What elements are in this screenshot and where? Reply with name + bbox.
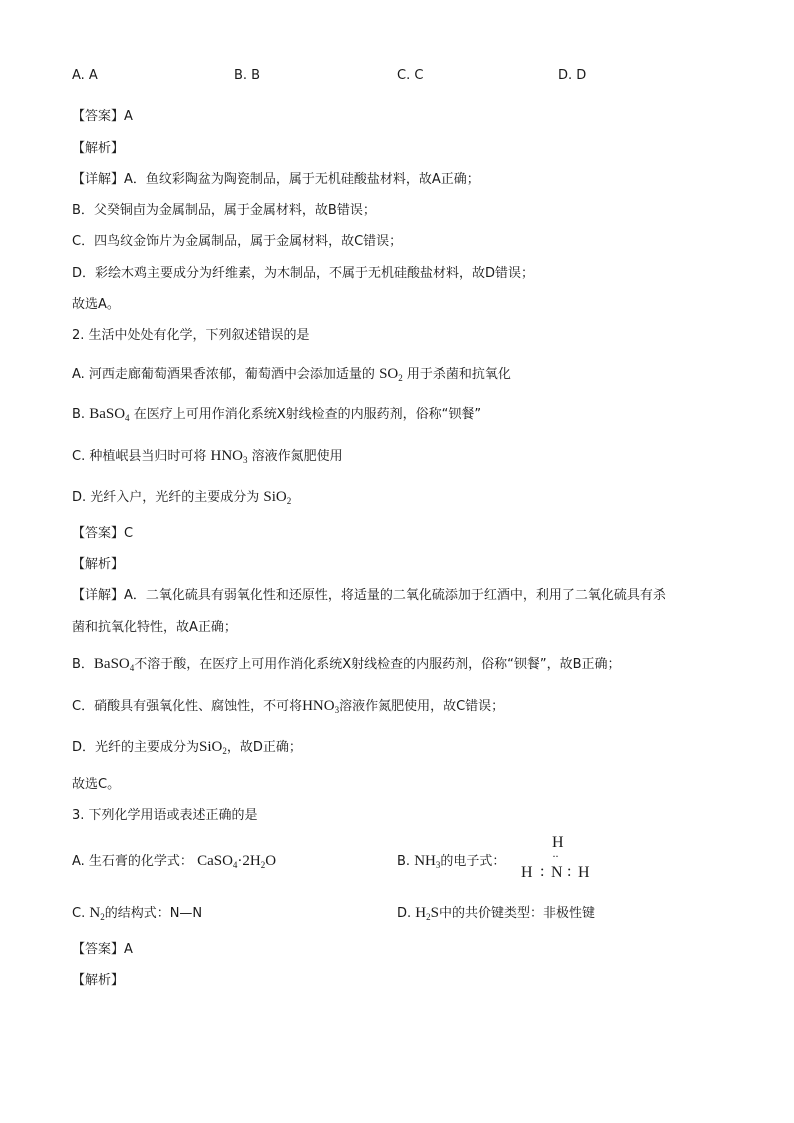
q3-option-a <box>72 852 276 871</box>
q2-option-b-text: 在医疗上可用作消化系统X射线检查的内服药剂，俗称“钡餐” <box>133 407 482 422</box>
q1-option-b: B. B <box>234 68 261 83</box>
q2-conclusion: 故选C。 <box>72 777 121 792</box>
q2-option-c-text: C. 种植岷县当归时可将 <box>72 449 207 464</box>
lewis-bond-right: : <box>567 863 572 880</box>
formula-sio2: SiO$_2$ <box>199 739 227 756</box>
nh3-lewis-structure <box>521 836 595 888</box>
q3-option-b <box>397 852 505 871</box>
q1-option-c: C. C <box>397 68 424 83</box>
q2-analysis-tag: 【解析】 <box>72 557 125 572</box>
q2-option-a <box>72 365 511 384</box>
q1-answer: 【答案】A <box>72 109 133 124</box>
q2-option-d <box>72 488 291 507</box>
q1-detail-a: 【详解】A．鱼纹彩陶盆为陶瓷制品，属于无机硅酸盐材料，故A正确； <box>72 172 480 187</box>
q2-detail-b-label: B． <box>72 657 94 672</box>
formula-baso4: BaSO$_4$ <box>93 656 135 673</box>
q1-option-a: A. A <box>72 68 98 83</box>
formula-hno3: $HNO_3$ <box>210 448 248 465</box>
q1-detail-b: B．父癸铜卣为金属制品，属于金属材料，故B错误； <box>72 203 376 218</box>
formula-sio2: SiO$_2$ <box>263 489 292 506</box>
q2-option-d-text: D. 光纤入户，光纤的主要成分为 <box>72 490 260 505</box>
formula-gypsum: $CaSO_4\cdot 2H_2O$ <box>197 853 277 870</box>
q3-option-d-text: 中的共价键类型：非极性键 <box>438 906 595 921</box>
q3-option-c <box>72 904 202 923</box>
lewis-bond-left: : <box>540 863 545 880</box>
q3-analysis-tag: 【解析】 <box>72 973 125 988</box>
lewis-n-center: N <box>551 864 563 881</box>
q2-option-a-tail: 用于杀菌和抗氧化 <box>406 367 511 382</box>
q2-detail-a-line1: 【详解】A．二氧化硫具有弱氧化性和还原性，将适量的二氧化硫添加于红酒中，利用了二氧化硫具有杀 <box>72 588 666 603</box>
formula-nh3: $NH_3$ <box>414 853 441 870</box>
lewis-h-left: H <box>521 864 533 881</box>
q2-stem: 2. 生活中处处有化学，下列叙述错误的是 <box>72 328 310 343</box>
q2-detail-c-tail: 溶液作氮肥使用，故C错误； <box>339 699 505 714</box>
q2-detail-b <box>72 655 621 674</box>
q1-detail-c: C．四鸟纹金饰片为金属制品，属于金属材料，故C错误； <box>72 234 403 249</box>
q2-detail-b-text: 不溶于酸，在医疗上可用作消化系统X射线检查的内服药剂，俗称“钡餐”，故B正确； <box>134 657 621 672</box>
formula-h2s: $H_2S$ <box>415 905 439 922</box>
q3-option-d-label: D. <box>397 906 412 921</box>
q1-detail-d: D．彩绘木鸡主要成分为纤维素，为木制品，不属于无机硅酸盐材料，故D错误； <box>72 266 535 281</box>
q3-option-b-text: 的电子式： <box>440 854 506 869</box>
lewis-h-right: H <box>578 864 590 881</box>
q3-option-b-label: B. <box>397 854 411 869</box>
q2-detail-d-tail: ，故D正确； <box>226 740 302 755</box>
q3-option-c-label: C. <box>72 906 86 921</box>
q2-option-c <box>72 447 343 466</box>
q2-detail-c <box>72 697 504 716</box>
lewis-lone-pair: ·· <box>552 849 558 863</box>
q3-option-d <box>397 904 595 923</box>
formula-n2: $N_2$ <box>89 905 105 922</box>
q2-option-a-text: A. 河西走廊葡萄酒果香浓郁，葡萄酒中会添加适量的 <box>72 367 375 382</box>
q2-option-c-tail: 溶液作氮肥使用 <box>251 449 343 464</box>
q2-answer: 【答案】C <box>72 526 134 541</box>
q2-detail-d-text: D．光纤的主要成分为 <box>72 740 200 755</box>
q3-answer: 【答案】A <box>72 942 133 957</box>
formula-so2: $SO_2$ <box>379 366 403 383</box>
q3-stem: 3. 下列化学用语或表述正确的是 <box>72 808 258 823</box>
q1-analysis-tag: 【解析】 <box>72 141 125 156</box>
q2-option-b <box>72 405 481 424</box>
q2-option-b-label: B. <box>72 407 86 422</box>
q2-detail-a-line2: 菌和抗氧化特性，故A正确； <box>72 620 237 635</box>
q3-option-a-text: A. 生石膏的化学式： <box>72 854 193 869</box>
q1-option-d: D. D <box>558 68 587 83</box>
q1-conclusion: 故选A。 <box>72 297 120 312</box>
lewis-h-top: H <box>552 834 564 851</box>
q2-detail-d <box>72 738 302 757</box>
q3-option-c-text: 的结构式：N—N <box>104 906 203 921</box>
q2-detail-c-text: C．硝酸具有强氧化性、腐蚀性，不可将 <box>72 699 303 714</box>
formula-baso4: BaSO$_4$ <box>89 406 130 423</box>
formula-hno3: $HNO_3$ <box>302 698 340 715</box>
